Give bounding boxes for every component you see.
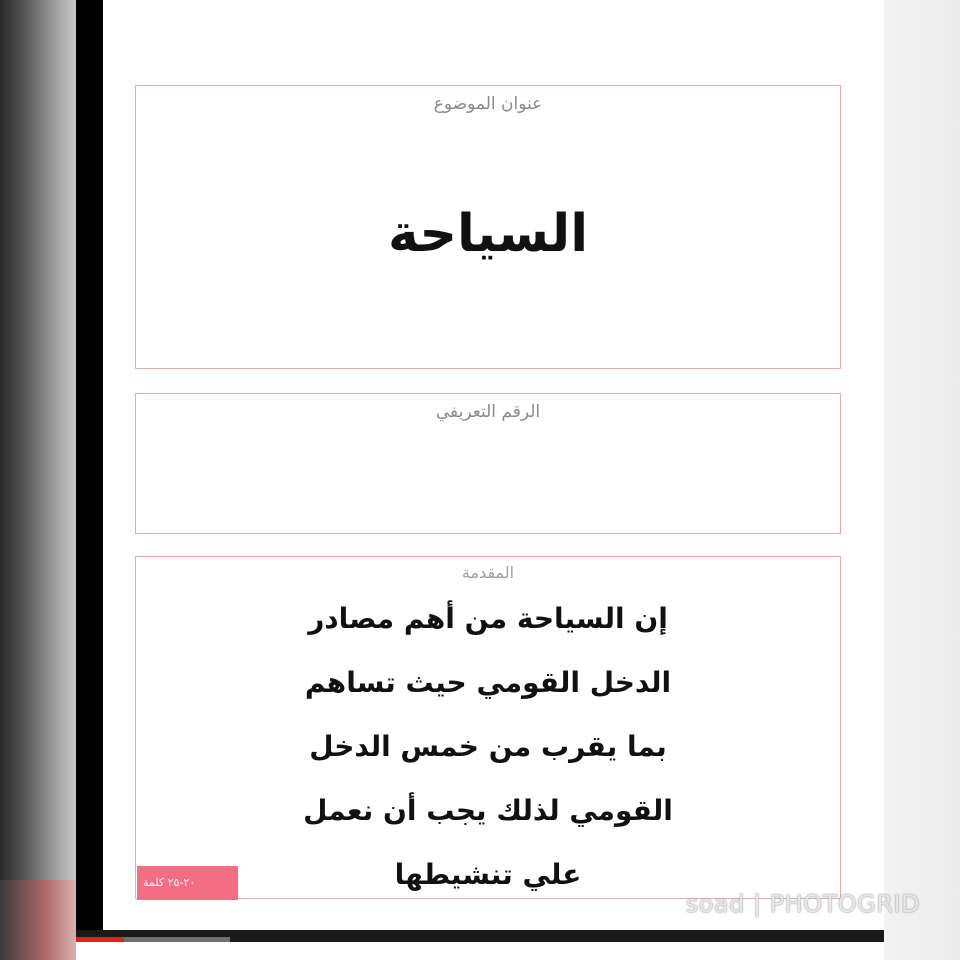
topic-title: السياحة bbox=[387, 204, 589, 264]
document-page bbox=[103, 0, 884, 930]
title-section-label: عنوان الموضوع bbox=[433, 94, 543, 114]
intro-text bbox=[136, 587, 840, 907]
photogrid-watermark: soad | PHOTOGRID bbox=[685, 890, 920, 918]
intro-line: علي تنشيطها bbox=[394, 858, 582, 891]
bottom-strip bbox=[76, 942, 884, 960]
id-section-label: الرقم التعريفي bbox=[435, 402, 541, 422]
title-section-box bbox=[135, 85, 841, 369]
left-blur-edge-bottom bbox=[0, 880, 76, 960]
video-progress-bar[interactable] bbox=[76, 930, 884, 942]
left-blur-edge bbox=[0, 0, 76, 960]
right-blur-edge bbox=[884, 0, 960, 960]
intro-line: القومي لذلك يجب أن نعمل bbox=[303, 794, 673, 827]
intro-line: إن السياحة من أهم مصادر bbox=[308, 602, 668, 635]
word-count-badge: ٢٠-٢٥ كلمة bbox=[137, 866, 238, 900]
intro-line: الدخل القومي حيث تساهم bbox=[304, 666, 672, 699]
left-black-border bbox=[76, 0, 103, 930]
intro-line: بما يقرب من خمس الدخل bbox=[309, 730, 667, 763]
intro-section-label: المقدمة bbox=[461, 563, 515, 582]
id-section-box bbox=[135, 393, 841, 534]
intro-section-box bbox=[135, 556, 841, 899]
